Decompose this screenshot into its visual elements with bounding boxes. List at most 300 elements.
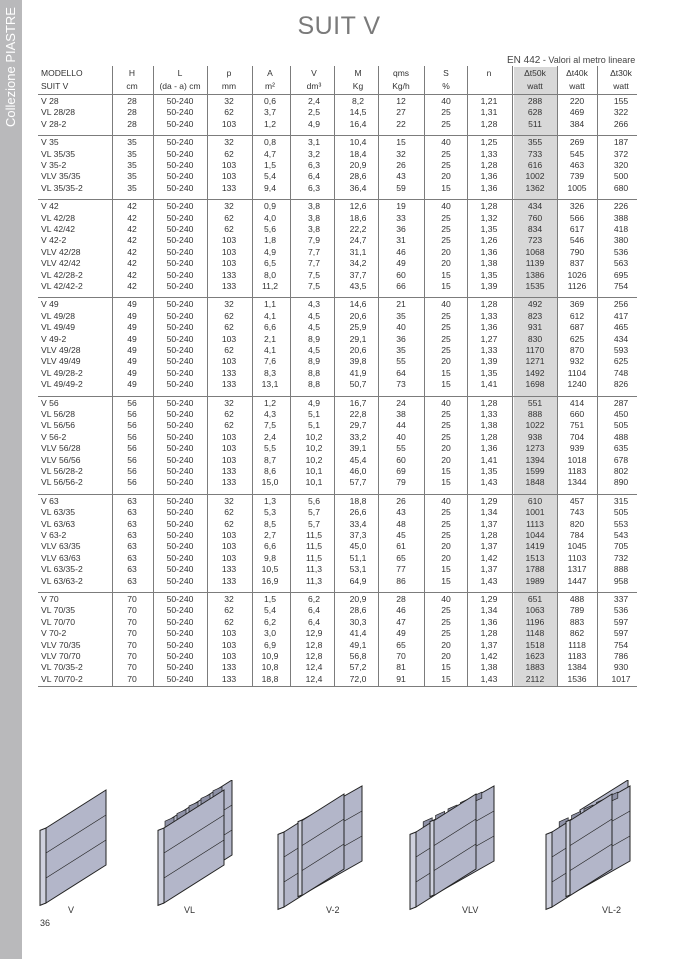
- cell-p: 103: [221, 541, 237, 552]
- cell-h: 63: [127, 564, 137, 575]
- cell-a: 0,8: [264, 137, 276, 148]
- cell-dt50: 288: [527, 96, 543, 106]
- cell-s: 20: [441, 258, 451, 269]
- cell-v: 7,5: [308, 281, 320, 291]
- header-p-unit: mm: [221, 81, 237, 91]
- cell-a: 5,4: [264, 171, 276, 182]
- cell-n: 1,28: [480, 160, 498, 170]
- cell-qms: 55: [396, 356, 406, 367]
- cell-dt30: 754: [613, 639, 629, 650]
- cell-n: 1,38: [480, 662, 498, 673]
- cell-model: VL 56/28: [41, 409, 76, 419]
- cell-dt40: 789: [569, 605, 585, 616]
- cell-m: 16,4: [349, 118, 367, 129]
- cell-dt40: 704: [569, 431, 585, 442]
- cell-qms: 31: [396, 235, 406, 246]
- cell-n: 1,21: [480, 96, 498, 106]
- cell-a: 4,9: [264, 246, 276, 257]
- cell-h: 56: [127, 466, 137, 476]
- cell-l: 50-240: [166, 118, 194, 129]
- cell-dt40: 326: [569, 201, 585, 212]
- table-row: [0, 605, 678, 616]
- cell-h: 70: [127, 651, 137, 661]
- cell-model: V 28-2: [41, 118, 67, 129]
- cell-a: 0,6: [264, 96, 276, 106]
- cell-v: 2,5: [308, 107, 320, 118]
- cell-dt40: 612: [569, 310, 585, 321]
- cell-v: 11,5: [305, 552, 323, 563]
- cell-h: 42: [127, 269, 137, 280]
- cell-qms: 15: [396, 137, 406, 148]
- cell-dt50: 511: [528, 118, 542, 129]
- panel-edge: [546, 832, 552, 909]
- cell-n: 1,39: [480, 281, 498, 291]
- figure-vl: [154, 780, 264, 920]
- table-row: [0, 183, 678, 194]
- cell-dt40: 566: [569, 212, 585, 223]
- cell-v: 4,5: [308, 322, 320, 333]
- cell-v: 10,2: [305, 443, 323, 454]
- cell-model: VL 70/35: [41, 605, 76, 616]
- cell-n: 1,41: [480, 454, 498, 465]
- cell-v: 8,8: [308, 367, 320, 378]
- cell-dt30: 155: [613, 96, 629, 106]
- cell-m: 57,2: [349, 662, 367, 673]
- cell-qms: 60: [396, 454, 406, 465]
- table-row: [0, 455, 678, 466]
- table-row: [0, 258, 678, 269]
- cell-v: 7,9: [308, 235, 320, 246]
- cell-h: 63: [127, 495, 137, 506]
- cell-p: 133: [221, 575, 237, 586]
- cell-l: 50-240: [166, 507, 194, 518]
- column-divider: [153, 66, 154, 687]
- cell-m: 20,6: [349, 310, 367, 321]
- cell-a: 8,3: [264, 367, 276, 378]
- table-row: [0, 160, 678, 171]
- table-row: [0, 107, 678, 118]
- cell-l: 50-240: [166, 454, 194, 465]
- cell-h: 56: [127, 443, 137, 454]
- cell-n: 1,36: [480, 171, 498, 182]
- cell-m: 50,7: [349, 379, 367, 390]
- cell-dt40: 1103: [567, 552, 587, 563]
- cell-dt40: 469: [569, 107, 585, 118]
- cell-a: 8,0: [264, 269, 276, 280]
- cell-p: 103: [221, 171, 237, 182]
- cell-h: 28: [127, 96, 137, 106]
- cell-dt50: 2112: [525, 673, 545, 684]
- cell-p: 62: [224, 224, 234, 234]
- cell-dt30: 505: [613, 507, 629, 518]
- cell-model: VLV 56/56: [41, 454, 81, 465]
- cell-model: V 49-2: [41, 333, 67, 344]
- page-title: SUIT V: [297, 12, 381, 40]
- cell-qms: 70: [396, 651, 406, 661]
- cell-n: 1,36: [480, 616, 498, 627]
- panel-edge-rear: [566, 820, 570, 897]
- cell-dt50: 1848: [525, 477, 545, 488]
- cell-h: 49: [127, 356, 137, 367]
- cell-s: 15: [441, 379, 451, 390]
- cell-s: 15: [441, 673, 451, 684]
- cell-n: 1,34: [480, 507, 498, 518]
- cell-dt30: 786: [613, 651, 629, 661]
- cell-v: 12,8: [305, 651, 323, 661]
- table-row: [0, 553, 678, 564]
- table-row: [0, 432, 678, 443]
- cell-dt50: 733: [527, 148, 543, 159]
- cell-n: 1,36: [480, 443, 498, 454]
- table-row: [0, 640, 678, 651]
- cell-dt30: 418: [613, 224, 629, 234]
- column-divider: [424, 66, 425, 687]
- cell-dt50: 651: [527, 594, 543, 604]
- cell-m: 16,7: [349, 397, 367, 408]
- cell-qms: 48: [396, 518, 406, 529]
- cell-p: 133: [221, 281, 237, 291]
- cell-n: 1,28: [480, 530, 498, 540]
- cell-v: 3,8: [308, 224, 320, 234]
- cell-h: 49: [127, 379, 137, 390]
- cell-model: VLV 63/63: [41, 552, 81, 563]
- cell-l: 50-240: [166, 466, 194, 476]
- cell-p: 62: [224, 148, 234, 159]
- cell-model: VL 49/28: [41, 310, 76, 321]
- cell-m: 43,5: [349, 281, 367, 291]
- cell-dt50: 1196: [525, 616, 545, 627]
- cell-n: 1,28: [480, 397, 498, 408]
- cell-s: 40: [441, 495, 451, 506]
- cell-h: 56: [127, 409, 137, 419]
- cell-m: 41,9: [349, 367, 367, 378]
- cell-v: 12,4: [305, 673, 323, 684]
- cell-dt30: 754: [613, 281, 629, 291]
- cell-a: 7,5: [264, 420, 276, 431]
- table-row: [0, 594, 678, 605]
- cell-p: 133: [221, 367, 237, 378]
- cell-s: 25: [441, 322, 451, 333]
- cell-a: 1,2: [264, 397, 276, 408]
- cell-dt50: 355: [527, 137, 543, 148]
- cell-model: VL 70/70: [41, 616, 76, 627]
- cell-dt40: 546: [569, 235, 585, 246]
- cell-dt50: 1273: [525, 443, 545, 454]
- table-row: [0, 628, 678, 639]
- cell-qms: 22: [396, 118, 406, 129]
- cell-h: 56: [127, 454, 137, 465]
- cell-v: 11,5: [305, 530, 323, 540]
- cell-n: 1,33: [480, 345, 498, 355]
- cell-n: 1,37: [480, 564, 498, 575]
- cell-dt50: 1139: [525, 258, 545, 269]
- cell-s: 25: [441, 420, 451, 431]
- cell-l: 50-240: [166, 530, 194, 540]
- cell-n: 1,43: [480, 673, 498, 684]
- cell-p: 32: [224, 594, 234, 604]
- cell-l: 50-240: [166, 409, 194, 419]
- cell-dt30: 434: [613, 333, 629, 344]
- cell-p: 103: [221, 356, 237, 367]
- cell-qms: 35: [396, 310, 406, 321]
- header-qms-unit: Kg/h: [392, 81, 410, 91]
- cell-v: 5,1: [308, 409, 320, 419]
- table-row: [0, 420, 678, 431]
- cell-dt30: 256: [613, 299, 629, 310]
- cell-v: 12,8: [305, 639, 323, 650]
- cell-n: 1,42: [480, 552, 498, 563]
- cell-a: 6,5: [264, 258, 276, 269]
- cell-m: 37,7: [349, 269, 367, 280]
- cell-dt40: 660: [569, 409, 585, 419]
- column-divider: [334, 66, 335, 687]
- cell-s: 40: [441, 299, 451, 310]
- cell-n: 1,35: [480, 367, 498, 378]
- panel-edge: [158, 828, 164, 905]
- cell-p: 62: [224, 409, 234, 419]
- cell-dt40: 870: [569, 345, 585, 355]
- cell-a: 0,9: [264, 201, 276, 212]
- cell-qms: 27: [396, 107, 406, 118]
- cell-dt50: 1022: [525, 420, 545, 431]
- cell-dt30: 705: [613, 541, 629, 552]
- cell-v: 3,2: [308, 148, 320, 159]
- cell-h: 63: [127, 507, 137, 518]
- cell-l: 50-240: [166, 616, 194, 627]
- cell-s: 20: [441, 639, 451, 650]
- cell-qms: 12: [396, 96, 406, 106]
- cell-h: 28: [127, 118, 137, 129]
- cell-h: 70: [127, 662, 137, 673]
- cell-m: 26,6: [349, 507, 367, 518]
- cell-v: 5,7: [308, 507, 320, 518]
- cell-dt30: 680: [613, 182, 629, 193]
- cell-v: 3,8: [308, 212, 320, 223]
- cell-v: 5,6: [308, 495, 320, 506]
- cell-h: 49: [127, 299, 137, 310]
- cell-p: 62: [224, 605, 234, 616]
- cell-l: 50-240: [166, 443, 194, 454]
- cell-dt40: 488: [569, 594, 585, 604]
- cell-l: 50-240: [166, 605, 194, 616]
- cell-p: 103: [221, 333, 237, 344]
- cell-model: VL 70/35-2: [41, 662, 83, 673]
- cell-l: 50-240: [166, 495, 194, 506]
- cell-p: 103: [221, 628, 237, 639]
- cell-m: 37,3: [349, 530, 367, 540]
- header-h-label: H: [128, 68, 136, 78]
- cell-n: 1,28: [480, 118, 498, 129]
- cell-s: 25: [441, 118, 451, 129]
- cell-qms: 46: [396, 605, 406, 616]
- cell-l: 50-240: [166, 477, 194, 488]
- cell-v: 4,9: [308, 397, 320, 408]
- cell-s: 25: [441, 409, 451, 419]
- header-p-label: p: [226, 68, 232, 78]
- table-row: [0, 281, 678, 292]
- cell-n: 1,42: [480, 651, 498, 661]
- cell-h: 42: [127, 235, 137, 246]
- cell-n: 1,28: [480, 299, 498, 310]
- cell-m: 20,6: [349, 345, 367, 355]
- cell-s: 25: [441, 224, 451, 234]
- cell-qms: 81: [396, 662, 406, 673]
- figure-label: VL: [184, 905, 196, 915]
- cell-h: 35: [127, 148, 137, 159]
- cell-n: 1,33: [480, 409, 498, 419]
- table-row: [0, 651, 678, 662]
- cell-dt40: 1126: [567, 281, 587, 291]
- cell-s: 20: [441, 171, 451, 182]
- cell-p: 103: [221, 454, 237, 465]
- cell-model: VL 42/28: [41, 212, 76, 223]
- column-divider: [467, 66, 468, 687]
- cell-a: 8,5: [264, 518, 276, 529]
- cell-h: 56: [127, 397, 137, 408]
- cell-v: 8,8: [308, 379, 320, 390]
- cell-n: 1,37: [480, 541, 498, 552]
- cell-s: 25: [441, 431, 451, 442]
- cell-model: VL 56/56: [41, 420, 76, 431]
- cell-h: 49: [127, 322, 137, 333]
- cell-model: VL 56/56-2: [41, 477, 83, 488]
- cell-n: 1,37: [480, 518, 498, 529]
- cell-p: 62: [224, 212, 234, 223]
- cell-l: 50-240: [166, 397, 194, 408]
- header-v-label: V: [311, 68, 317, 78]
- cell-dt50: 1394: [525, 454, 545, 465]
- cell-qms: 26: [396, 495, 406, 506]
- cell-dt50: 616: [527, 160, 543, 170]
- cell-l: 50-240: [166, 356, 194, 367]
- cell-qms: 33: [396, 212, 406, 223]
- cell-s: 20: [441, 651, 451, 661]
- cell-qms: 26: [396, 160, 406, 170]
- cell-m: 14,6: [349, 299, 367, 310]
- cell-m: 8,2: [352, 96, 364, 106]
- cell-n: 1,27: [480, 333, 498, 344]
- group-divider: [38, 199, 637, 200]
- front-panel: [46, 790, 106, 903]
- cell-dt40: 820: [569, 518, 585, 529]
- cell-model: V 56-2: [41, 431, 67, 442]
- cell-v: 4,5: [308, 310, 320, 321]
- cell-v: 3,1: [308, 137, 320, 148]
- column-divider: [207, 66, 208, 687]
- cell-m: 34,2: [349, 258, 367, 269]
- cell-v: 10,2: [305, 431, 323, 442]
- cell-model: VLV 56/28: [41, 443, 81, 454]
- cell-p: 32: [224, 201, 234, 212]
- cell-l: 50-240: [166, 639, 194, 650]
- cell-qms: 59: [396, 182, 406, 193]
- norm-label: EN 442: [507, 55, 541, 66]
- cell-p: 32: [224, 137, 234, 148]
- cell-qms: 38: [396, 409, 406, 419]
- cell-a: 7,6: [264, 356, 276, 367]
- cell-v: 5,1: [308, 420, 320, 431]
- table-row: [0, 541, 678, 552]
- cell-v: 7,7: [308, 246, 320, 257]
- cell-dt50: 1044: [525, 530, 545, 540]
- cell-n: 1,35: [480, 269, 498, 280]
- cell-model: V 49: [41, 299, 59, 310]
- cell-dt40: 837: [569, 258, 585, 269]
- table-row: [0, 519, 678, 530]
- cell-l: 50-240: [166, 201, 194, 212]
- cell-qms: 35: [396, 345, 406, 355]
- cell-dt40: 457: [569, 495, 585, 506]
- cell-a: 5,4: [264, 605, 276, 616]
- cell-dt50: 492: [527, 299, 543, 310]
- cell-s: 15: [441, 269, 451, 280]
- cell-n: 1,38: [480, 420, 498, 431]
- cell-model: V 63: [41, 495, 59, 506]
- header-l-unit: (da - a) cm: [159, 81, 201, 91]
- cell-h: 35: [127, 137, 137, 148]
- cell-n: 1,26: [480, 235, 498, 246]
- cell-h: 42: [127, 258, 137, 269]
- panel-edge: [40, 828, 46, 905]
- cell-model: VLV 49/28: [41, 345, 81, 355]
- header-h-unit: cm: [126, 81, 138, 91]
- cell-l: 50-240: [166, 322, 194, 333]
- cell-a: 4,7: [264, 148, 276, 159]
- cell-dt30: 802: [613, 466, 629, 476]
- cell-model: VLV 42/28: [41, 246, 81, 257]
- cell-m: 30,3: [349, 616, 367, 627]
- cell-n: 1,39: [480, 356, 498, 367]
- table-row: [0, 137, 678, 148]
- cell-l: 50-240: [166, 212, 194, 223]
- cell-p: 133: [221, 379, 237, 390]
- cell-model: VLV 70/35: [41, 639, 81, 650]
- cell-s: 25: [441, 605, 451, 616]
- cell-p: 62: [224, 616, 234, 627]
- cell-dt50: 1362: [525, 182, 545, 193]
- table-row: [0, 235, 678, 246]
- header-m-label: M: [354, 68, 362, 78]
- cell-qms: 46: [396, 246, 406, 257]
- header-dt50-label: Δt50k: [524, 68, 546, 78]
- cell-model: VLV 49/49: [41, 356, 81, 367]
- header-s-unit: %: [442, 81, 450, 91]
- cell-p: 103: [221, 160, 237, 170]
- cell-qms: 36: [396, 333, 406, 344]
- cell-h: 42: [127, 212, 137, 223]
- cell-n: 1,33: [480, 148, 498, 159]
- cell-p: 103: [221, 246, 237, 257]
- cell-a: 10,8: [261, 662, 279, 673]
- en442-header: [507, 55, 635, 66]
- figure-label: VL-2: [602, 905, 622, 915]
- cell-h: 42: [127, 224, 137, 234]
- cell-dt40: 739: [569, 171, 585, 182]
- cell-v: 5,7: [308, 518, 320, 529]
- cell-n: 1,36: [480, 182, 498, 193]
- cell-dt50: 1989: [525, 575, 545, 586]
- cell-n: 1,28: [480, 628, 498, 639]
- table-row: [0, 466, 678, 477]
- table-row: [0, 213, 678, 224]
- cell-dt40: 1344: [567, 477, 587, 488]
- cell-dt40: 932: [569, 356, 585, 367]
- cell-n: 1,31: [480, 107, 498, 118]
- cell-m: 45,4: [349, 454, 367, 465]
- cell-qms: 19: [396, 201, 406, 212]
- cell-a: 18,8: [261, 673, 279, 684]
- cell-n: 1,41: [480, 379, 498, 390]
